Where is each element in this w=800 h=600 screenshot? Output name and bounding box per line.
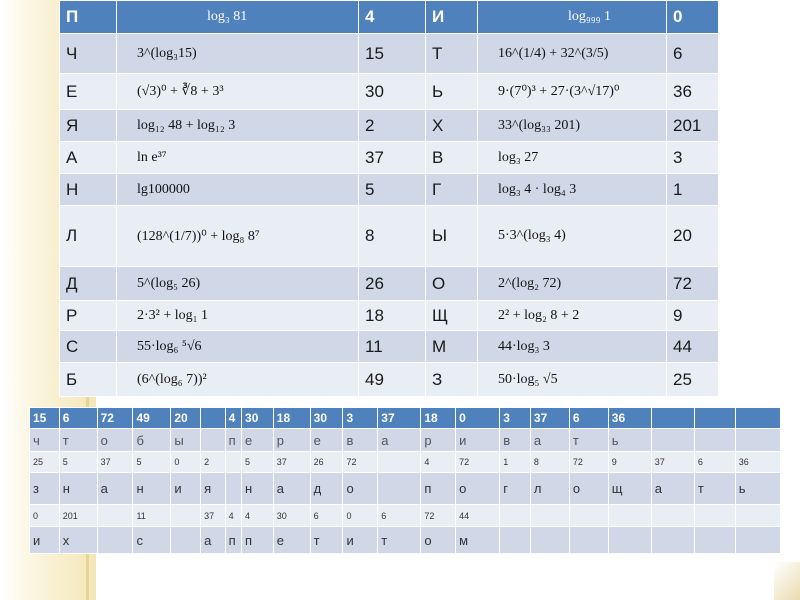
cipher-number-cell: 5 (59, 452, 97, 473)
expression-cell: 55·log₆ ⁵√6 (117, 331, 359, 363)
cipher-letter-row (30, 527, 781, 554)
expressions-row (60, 34, 719, 74)
cipher-number-cell: 201 (59, 505, 97, 527)
expression-cell: 2·3² + log₁ 1 (117, 301, 359, 331)
cipher-letter-cell: а (273, 473, 310, 505)
cipher-number-cell (97, 505, 133, 527)
cipher-letter-cell (735, 527, 780, 554)
cipher-letter-cell: о (97, 429, 133, 452)
expression-cell: (√3)⁰ + ∛8 + 3³ (117, 74, 359, 110)
cipher-letter-cell: и (171, 473, 201, 505)
cipher-number-cell: 44 (456, 505, 500, 527)
letter-cell: Ч (60, 34, 117, 74)
value-cell: 5 (359, 174, 426, 206)
expression-cell: log₃ 81 (117, 1, 359, 34)
cipher-letter-cell: а (651, 473, 694, 505)
cipher-number-cell: 26 (310, 452, 343, 473)
cipher-letter-cell: с (133, 527, 171, 554)
cipher-letter-cell (694, 429, 735, 452)
cipher-letter-cell: п (242, 527, 274, 554)
letter-cell: Г (426, 174, 478, 206)
cipher-number-cell: 0 (456, 408, 500, 429)
cipher-letter-cell (201, 429, 226, 452)
cipher-number-cell: 72 (456, 452, 500, 473)
cipher-number-cell (608, 505, 651, 527)
cipher-number-cell: 72 (421, 505, 456, 527)
value-cell: 18 (359, 301, 426, 331)
value-cell: 72 (667, 267, 719, 301)
cipher-number-cell: 5 (133, 452, 171, 473)
letter-cell: Б (60, 363, 117, 397)
cipher-number-cell: 36 (735, 452, 780, 473)
value-cell: 26 (359, 267, 426, 301)
letter-cell: А (60, 142, 117, 174)
cipher-number-row (30, 452, 781, 473)
expression-cell: 33^(log₃₃ 201) (478, 110, 667, 142)
cipher-letter-cell: д (310, 473, 343, 505)
expressions-row (60, 331, 719, 363)
cipher-number-row (30, 408, 781, 429)
letter-cell: Л (60, 206, 117, 267)
letter-cell: Х (426, 110, 478, 142)
cipher-letter-cell: з (30, 473, 60, 505)
cipher-letter-cell: е (242, 429, 274, 452)
cipher-number-cell: 37 (530, 408, 569, 429)
letter-cell: Ь (426, 74, 478, 110)
letter-cell: Ы (426, 206, 478, 267)
cipher-letter-cell: т (694, 473, 735, 505)
cipher-number-cell (500, 505, 531, 527)
cipher-letter-cell (530, 527, 569, 554)
cipher-letter-cell (500, 527, 531, 554)
cipher-number-cell: 15 (30, 408, 60, 429)
letter-cell: Д (60, 267, 117, 301)
cipher-letter-cell: и (343, 527, 378, 554)
cipher-number-cell: 6 (569, 408, 608, 429)
letter-cell: Н (60, 174, 117, 206)
cipher-letter-cell (171, 527, 201, 554)
expression-cell: 44·log₃ 3 (478, 331, 667, 363)
cipher-letter-cell: г (500, 473, 531, 505)
cipher-number-cell: 4 (225, 408, 241, 429)
expressions-row (60, 267, 719, 301)
cipher-letter-cell: а (530, 429, 569, 452)
cipher-letter-cell: т (378, 527, 421, 554)
cipher-number-cell (694, 505, 735, 527)
cipher-number-row (30, 505, 781, 527)
value-cell: 30 (359, 74, 426, 110)
cipher-letter-cell (608, 527, 651, 554)
letter-cell: М (426, 331, 478, 363)
cipher-letter-cell: п (225, 429, 241, 452)
cipher-letter-cell: п (225, 527, 241, 554)
cipher-letter-cell: а (378, 429, 421, 452)
cipher-letter-cell: я (201, 473, 226, 505)
value-cell: 2 (359, 110, 426, 142)
cipher-letter-cell: б (133, 429, 171, 452)
cipher-number-cell: 0 (30, 505, 60, 527)
cipher-letter-cell: н (242, 473, 274, 505)
cipher-number-cell (378, 452, 421, 473)
letter-cell: В (426, 142, 478, 174)
cipher-letter-cell: т (59, 429, 97, 452)
cipher-letter-cell: н (133, 473, 171, 505)
expression-cell: 50·log₅ √5 (478, 363, 667, 397)
cipher-letter-cell: е (310, 429, 343, 452)
letter-cell: Я (60, 110, 117, 142)
cipher-table-body (30, 408, 781, 554)
cipher-number-cell: 36 (608, 408, 651, 429)
expression-cell: 3^(log₃15) (117, 34, 359, 74)
expression-cell: (128^(1/7))⁰ + log₈ 8⁷ (117, 206, 359, 267)
cipher-letter-cell: и (456, 429, 500, 452)
cipher-letter-cell: в (343, 429, 378, 452)
letter-cell: Е (60, 74, 117, 110)
cipher-number-cell: 11 (133, 505, 171, 527)
cipher-number-cell (651, 505, 694, 527)
cipher-number-cell: 18 (273, 408, 310, 429)
cipher-number-cell (530, 505, 569, 527)
cipher-number-cell (735, 408, 780, 429)
cipher-letter-cell (694, 527, 735, 554)
letter-cell: И (426, 1, 478, 34)
letter-cell: Р (60, 301, 117, 331)
letter-cell: П (60, 1, 117, 34)
value-cell: 0 (667, 1, 719, 34)
cipher-number-cell: 20 (171, 408, 201, 429)
expression-cell: 5·3^(log₃ 4) (478, 206, 667, 267)
cipher-number-cell: 4 (242, 505, 274, 527)
cipher-number-cell: 49 (133, 408, 171, 429)
expressions-row (60, 74, 719, 110)
cipher-letter-cell: о (456, 473, 500, 505)
cipher-letter-cell: р (421, 429, 456, 452)
expression-cell: 2² + log₂ 8 + 2 (478, 301, 667, 331)
cipher-letter-cell (97, 527, 133, 554)
value-cell: 1 (667, 174, 719, 206)
cipher-number-cell: 6 (694, 452, 735, 473)
cipher-number-cell: 5 (242, 452, 274, 473)
cipher-number-cell: 9 (608, 452, 651, 473)
value-cell: 4 (359, 1, 426, 34)
expressions-table (59, 0, 719, 397)
expressions-row (60, 206, 719, 267)
cipher-number-cell: 37 (97, 452, 133, 473)
value-cell: 44 (667, 331, 719, 363)
cipher-letter-cell (569, 527, 608, 554)
cipher-letter-cell: т (310, 527, 343, 554)
cipher-number-cell: 72 (97, 408, 133, 429)
cipher-letter-cell: а (201, 527, 226, 554)
expressions-row (60, 110, 719, 142)
value-cell: 8 (359, 206, 426, 267)
cipher-number-cell: 8 (530, 452, 569, 473)
expression-cell: lg100000 (117, 174, 359, 206)
cipher-number-cell: 4 (225, 505, 241, 527)
cipher-number-cell: 37 (651, 452, 694, 473)
cipher-number-cell: 30 (310, 408, 343, 429)
cipher-letter-cell: щ (608, 473, 651, 505)
cipher-number-cell: 37 (378, 408, 421, 429)
cipher-number-cell: 4 (421, 452, 456, 473)
cipher-number-cell (694, 408, 735, 429)
expressions-row (60, 174, 719, 206)
cipher-number-cell (225, 452, 241, 473)
expressions-row (60, 142, 719, 174)
cipher-number-cell: 6 (310, 505, 343, 527)
cipher-letter-cell: ь (735, 473, 780, 505)
cipher-number-cell: 2 (201, 452, 226, 473)
cipher-letter-cell: о (569, 473, 608, 505)
cipher-number-cell: 3 (500, 408, 531, 429)
letter-cell: Щ (426, 301, 478, 331)
cipher-number-cell (171, 505, 201, 527)
cipher-number-cell: 6 (378, 505, 421, 527)
letter-cell: З (426, 363, 478, 397)
expression-cell: (6^(log₆ 7))² (117, 363, 359, 397)
cipher-letter-cell: е (273, 527, 310, 554)
value-cell: 11 (359, 331, 426, 363)
cipher-letter-cell: ы (171, 429, 201, 452)
cipher-number-cell: 0 (343, 505, 378, 527)
cipher-number-cell: 30 (273, 505, 310, 527)
expression-cell: 2^(log₂ 72) (478, 267, 667, 301)
cipher-table (29, 407, 781, 554)
value-cell: 6 (667, 34, 719, 74)
expressions-row (60, 301, 719, 331)
cipher-number-cell: 3 (343, 408, 378, 429)
expression-cell: 9·(7⁰)³ + 27·(3^√17)⁰ (478, 74, 667, 110)
value-cell: 37 (359, 142, 426, 174)
value-cell: 9 (667, 301, 719, 331)
letter-cell: С (60, 331, 117, 363)
value-cell: 201 (667, 110, 719, 142)
cipher-letter-cell: х (59, 527, 97, 554)
value-cell: 3 (667, 142, 719, 174)
expression-cell: log₁₂ 48 + log₁₂ 3 (117, 110, 359, 142)
cipher-letter-cell (378, 473, 421, 505)
value-cell: 36 (667, 74, 719, 110)
expression-cell: log₃ 4 · log₄ 3 (478, 174, 667, 206)
cipher-letter-cell (735, 429, 780, 452)
cipher-letter-cell (651, 429, 694, 452)
cipher-number-cell: 37 (201, 505, 226, 527)
cipher-letter-cell (651, 527, 694, 554)
cipher-letter-cell: р (273, 429, 310, 452)
cipher-letter-cell: п (421, 473, 456, 505)
cipher-letter-cell: н (59, 473, 97, 505)
expression-cell: 5^(log₅ 26) (117, 267, 359, 301)
cipher-letter-cell: о (343, 473, 378, 505)
cipher-letter-cell: в (500, 429, 531, 452)
value-cell: 49 (359, 363, 426, 397)
value-cell: 20 (667, 206, 719, 267)
cipher-number-cell: 0 (171, 452, 201, 473)
cipher-number-cell: 72 (569, 452, 608, 473)
cipher-number-cell: 25 (30, 452, 60, 473)
cipher-letter-cell: т (569, 429, 608, 452)
cipher-number-cell: 6 (59, 408, 97, 429)
slide-corner-decoration (774, 562, 800, 600)
cipher-number-cell: 18 (421, 408, 456, 429)
value-cell: 25 (667, 363, 719, 397)
cipher-number-cell: 30 (242, 408, 274, 429)
cipher-letter-cell: ч (30, 429, 60, 452)
expression-cell: log₃ 27 (478, 142, 667, 174)
cipher-letter-cell: о (421, 527, 456, 554)
cipher-number-cell (735, 505, 780, 527)
expression-cell: ln e³⁷ (117, 142, 359, 174)
cipher-letter-cell: л (530, 473, 569, 505)
cipher-number-cell: 1 (500, 452, 531, 473)
cipher-letter-cell: ь (608, 429, 651, 452)
cipher-number-cell (569, 505, 608, 527)
value-cell: 15 (359, 34, 426, 74)
cipher-letter-row (30, 473, 781, 505)
expressions-table-body (60, 1, 719, 397)
expressions-header-row (60, 1, 719, 34)
cipher-letter-cell: а (97, 473, 133, 505)
cipher-letter-row (30, 429, 781, 452)
expression-cell: 16^(1/4) + 32^(3/5) (478, 34, 667, 74)
cipher-letter-cell: и (30, 527, 60, 554)
cipher-letter-cell (225, 473, 241, 505)
cipher-number-cell: 72 (343, 452, 378, 473)
letter-cell: О (426, 267, 478, 301)
expressions-row (60, 363, 719, 397)
cipher-number-cell: 37 (273, 452, 310, 473)
cipher-number-cell (201, 408, 226, 429)
expression-cell: log₉₉₉ 1 (478, 1, 667, 34)
letter-cell: Т (426, 34, 478, 74)
cipher-number-cell (651, 408, 694, 429)
cipher-letter-cell: м (456, 527, 500, 554)
